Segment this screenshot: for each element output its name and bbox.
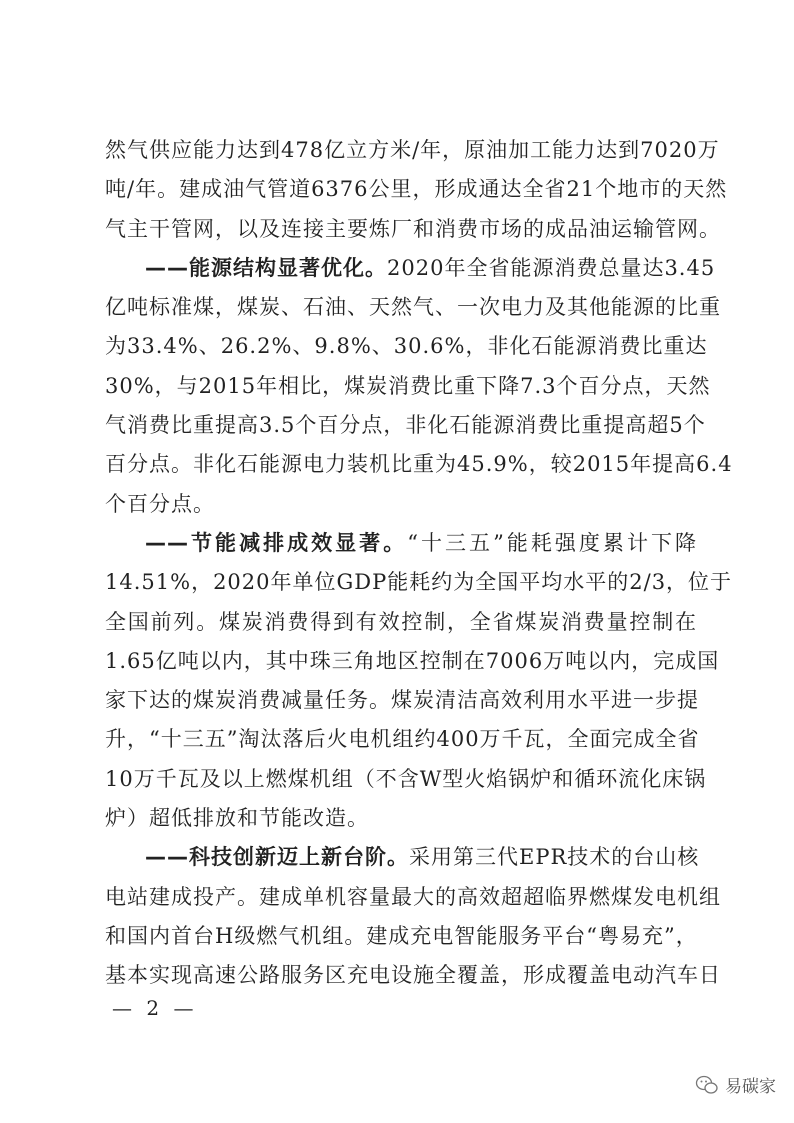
paragraph <box>105 524 733 838</box>
watermark-text: 易碳家 <box>725 1077 776 1097</box>
line-text: “十三五”能耗强度累计下降 <box>407 530 697 555</box>
text-line <box>105 917 697 956</box>
line-text: 吨/年。建成油气管道6376公里，形成通达全省21个地市的天然 <box>105 177 728 202</box>
line-text: 30%，与2015年相比，煤炭消费比重下降7.3个百分点，天然 <box>105 373 711 398</box>
paragraph <box>105 249 733 524</box>
text-line <box>105 603 697 642</box>
text-line <box>105 445 733 484</box>
page-number: — 2 — <box>112 996 198 1020</box>
line-text: 升，“十三五”淘汰落后火电机组约400万千瓦，全面完成全省 <box>105 727 700 752</box>
text-line <box>105 956 721 995</box>
text-line <box>105 485 697 524</box>
text-line <box>105 406 706 445</box>
text-line <box>105 720 700 759</box>
line-text: 气消费比重提高3.5个百分点，非化石能源消费比重提高超5个 <box>105 413 706 438</box>
line-text: 14.51%，2020年单位GDP能耗约为全国平均水平的2/3，位于 <box>105 570 733 595</box>
line-text: 基本实现高速公路服务区充电设施全覆盖，形成覆盖电动汽车日 <box>105 963 721 988</box>
line-text: 2020年全省能源消费总量达3.45 <box>387 255 716 280</box>
text-line <box>105 524 697 563</box>
text-line <box>105 170 728 209</box>
line-text: 电站建成投产。建成单机容量最大的高效超超临界燃煤发电机组 <box>105 884 721 909</box>
line-text: 百分点。非化石能源电力装机比重为45.9%，较2015年提高6.4 <box>105 452 733 477</box>
text-line <box>105 131 720 170</box>
wechat-icon <box>695 1074 719 1096</box>
line-text: 然气供应能力达到478亿立方米/年，原油加工能力达到7020万 <box>105 138 720 162</box>
text-line <box>105 642 720 681</box>
text-line <box>105 367 711 406</box>
text-line <box>105 838 700 877</box>
paragraph-heading: ——能源结构显著优化。 <box>145 255 387 280</box>
paragraph <box>105 838 721 995</box>
document-body <box>105 131 733 996</box>
line-text: 和国内首台H级燃气机组。建成充电智能服务平台“粤易充”， <box>105 923 698 948</box>
paragraph-heading: ——节能减排成效显著。 <box>145 530 408 555</box>
text-line <box>105 799 697 838</box>
text-line <box>105 327 708 366</box>
watermark <box>695 1072 776 1097</box>
line-text: 亿吨标准煤，煤炭、石油、天然气、一次电力及其他能源的比重 <box>105 295 721 320</box>
line-text: 采用第三代EPR技术的台山核 <box>409 845 700 870</box>
text-line <box>105 681 697 720</box>
line-text: 气主干管网，以及连接主要炼厂和消费市场的成品油运输管网。 <box>105 216 721 241</box>
line-text: 1.65亿吨以内，其中珠三角地区控制在7006万吨以内，完成国 <box>105 648 720 673</box>
paragraph <box>105 131 728 249</box>
text-line <box>105 760 707 799</box>
text-line <box>105 563 733 602</box>
line-text: 为33.4%、26.2%、9.8%、30.6%，非化石能源消费比重达 <box>105 334 708 359</box>
text-line <box>105 249 716 288</box>
paragraph-heading: ——科技创新迈上新台阶。 <box>145 845 409 870</box>
text-line <box>105 210 721 249</box>
line-text: 全国前列。煤炭消费得到有效控制，全省煤炭消费量控制在 <box>105 609 697 634</box>
text-line <box>105 288 721 327</box>
line-text: 炉）超低排放和节能改造。 <box>105 806 369 831</box>
line-text: 个百分点。 <box>105 491 215 516</box>
line-text: 10万千瓦及以上燃煤机组（不含W型火焰锅炉和循环流化床锅 <box>105 766 707 791</box>
line-text: 家下达的煤炭消费减量任务。煤炭清洁高效利用水平进一步提 <box>105 688 699 713</box>
text-line <box>105 878 721 917</box>
